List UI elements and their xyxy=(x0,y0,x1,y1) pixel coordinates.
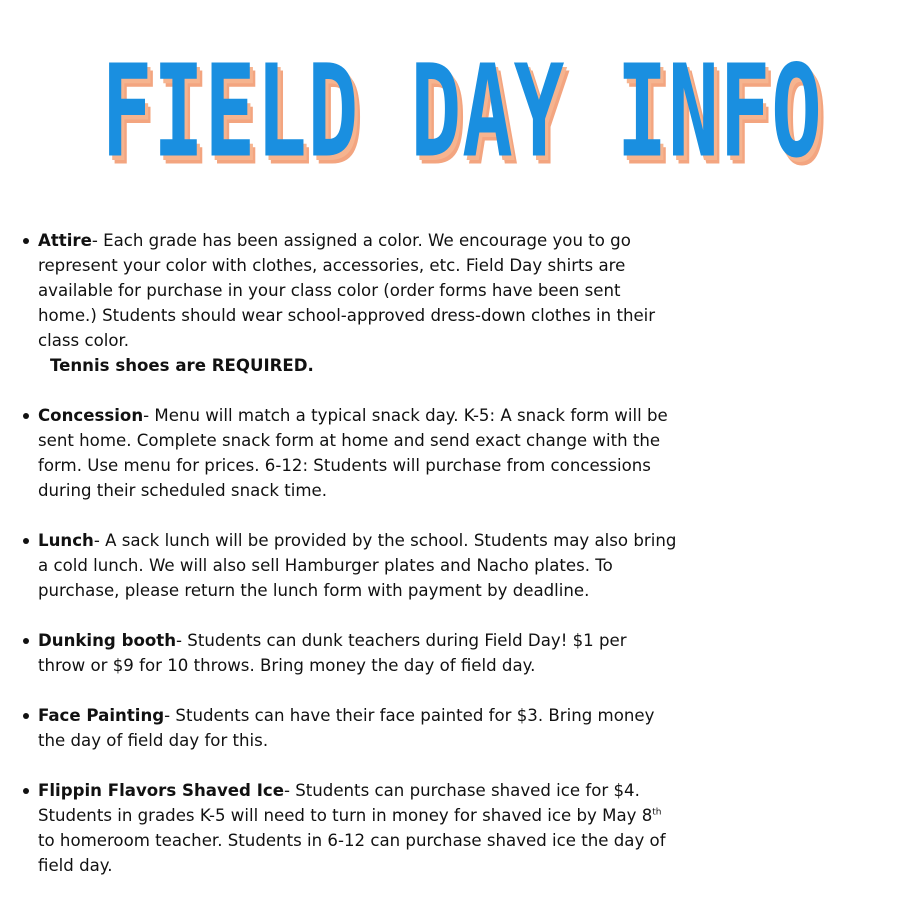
item-text-continued: to homeroom teacher. Students in 6-12 can purchase shaved ice the day of field day. xyxy=(38,831,666,875)
item-label: Face Painting xyxy=(38,706,165,725)
list-item-face-painting xyxy=(38,703,678,753)
bullet-icon xyxy=(23,413,29,419)
list-item-shaved-ice xyxy=(38,778,678,878)
list-item-concession xyxy=(38,403,678,503)
info-list xyxy=(38,228,678,903)
bullet-icon xyxy=(23,538,29,544)
list-item-lunch xyxy=(38,528,678,603)
item-label: Lunch xyxy=(38,531,94,550)
list-item-dunking-booth xyxy=(38,628,678,678)
item-text: - Students can dunk teachers during Field Day! $1 per throw or $9 for 10 throws. Bring money the day of field day. xyxy=(38,631,627,675)
page-title: FIELD DAY INFO xyxy=(101,38,823,187)
item-label: Attire xyxy=(38,231,92,250)
item-note: Tennis shoes are REQUIRED. xyxy=(50,356,314,375)
list-item-attire xyxy=(38,228,678,378)
item-text: - Students can purchase shaved ice for $4. Students in grades K-5 will need to turn in money for shaved ice by May 8 xyxy=(38,781,653,825)
bullet-icon xyxy=(23,238,29,244)
title-banner xyxy=(0,38,823,187)
item-text: - A sack lunch will be provided by the school. Students may also bring a cold lunch. We will also sell Hamburger plates and Nacho plates. To purchase, please return the lunch form with payment by deadline. xyxy=(38,531,677,600)
item-label: Concession xyxy=(38,406,144,425)
bullet-icon xyxy=(23,713,29,719)
item-label: Dunking booth xyxy=(38,631,177,650)
item-text: - Menu will match a typical snack day. K-5: A snack form will be sent home. Complete snack form at home and send exact change with the form. Use menu for prices. 6-12: Students will purchase from concessions during their scheduled snack time. xyxy=(38,406,668,500)
ordinal-suffix: th xyxy=(652,807,662,818)
item-text: - Students can have their face painted for $3. Bring money the day of field day for this. xyxy=(38,706,655,750)
item-label: Flippin Flavors Shaved Ice xyxy=(38,781,284,800)
bullet-icon xyxy=(23,788,29,794)
bullet-icon xyxy=(23,638,29,644)
item-text: - Each grade has been assigned a color. We encourage you to go represent your color with clothes, accessories, etc. Field Day shirts are available for purchase in your class color (order forms have been sent home.) Students should wear school-approved dress-down clothes in their class color. xyxy=(38,231,656,350)
